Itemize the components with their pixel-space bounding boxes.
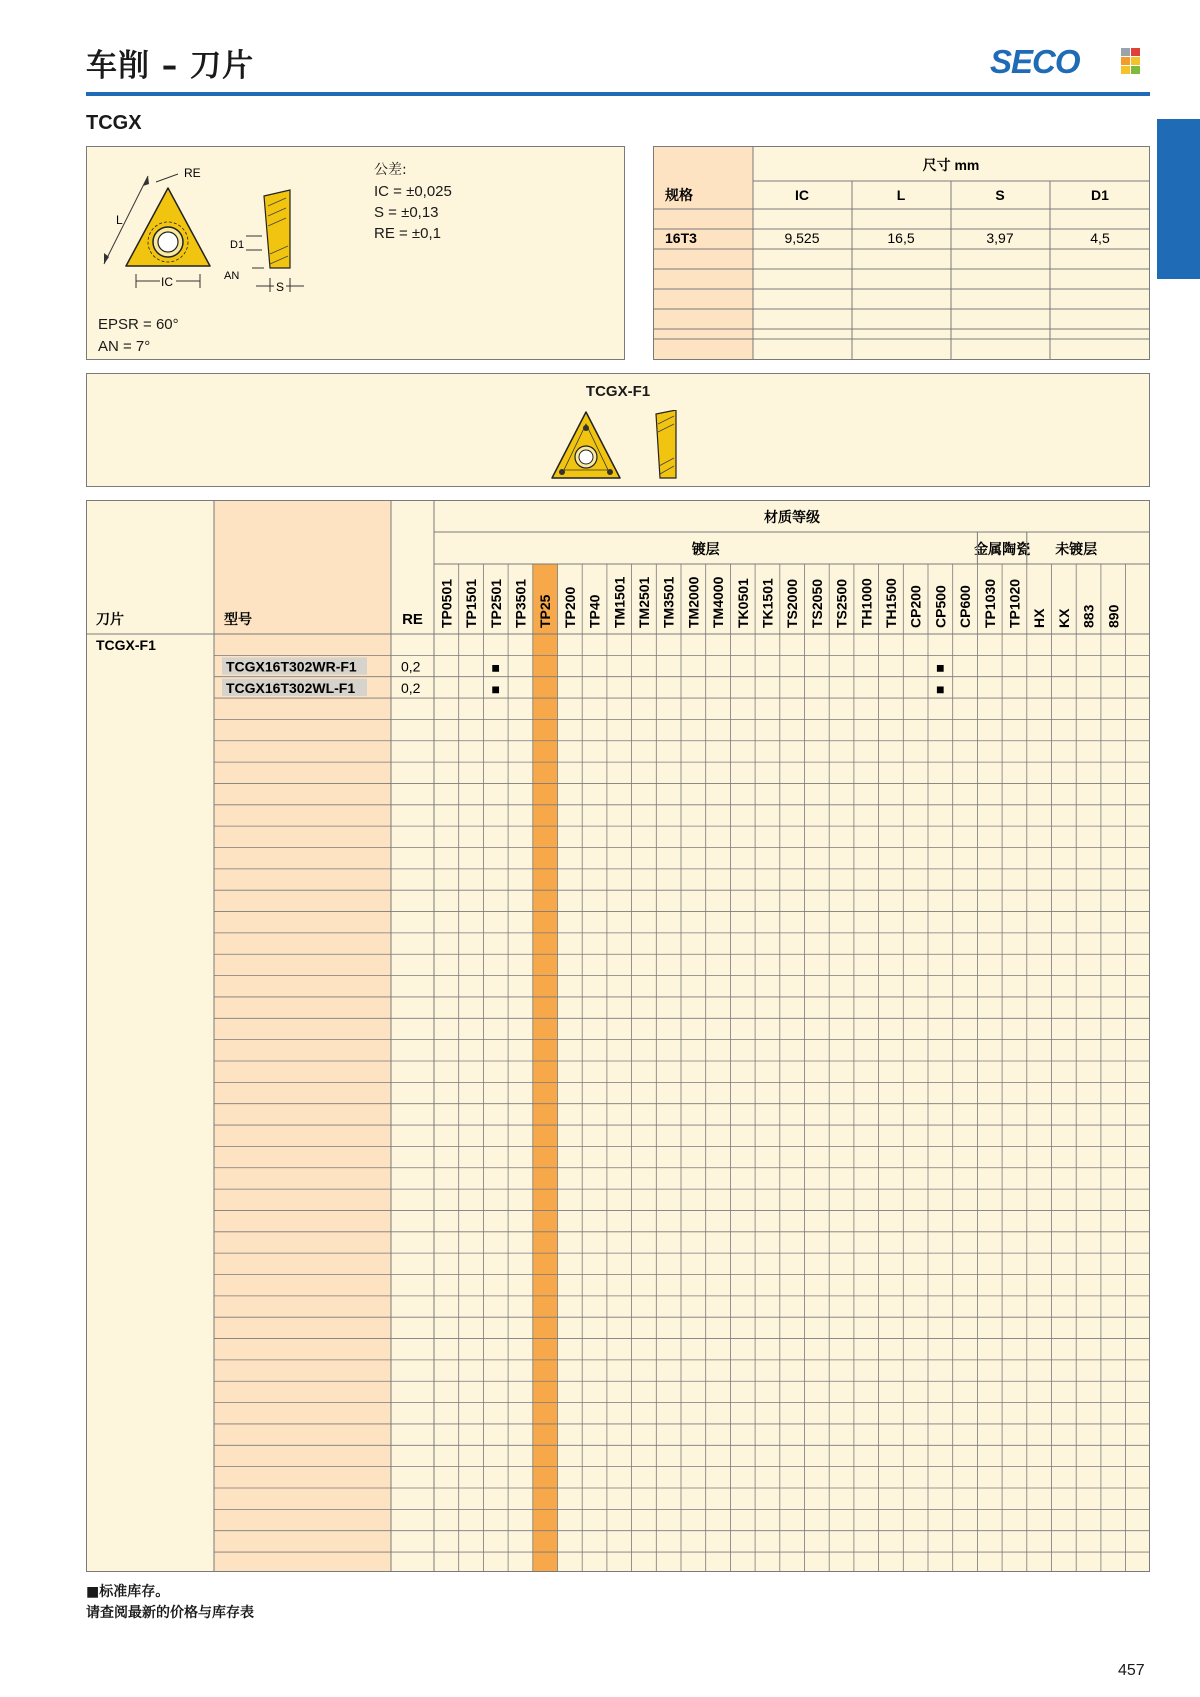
grade-col-890: 890 bbox=[1105, 604, 1122, 628]
geometry-title: TCGX-F1 bbox=[585, 383, 651, 400]
grade-col-TP0501: TP0501 bbox=[438, 578, 455, 628]
stock-mark: ■ bbox=[491, 681, 500, 698]
dim-col-s: S bbox=[995, 187, 1005, 203]
grade-col-TM2501: TM2501 bbox=[635, 576, 652, 628]
stock-mark: ■ bbox=[936, 681, 945, 698]
grade-col-TH1000: TH1000 bbox=[858, 578, 875, 628]
grade-col-KX: KX bbox=[1055, 608, 1072, 628]
dimensions-table bbox=[653, 146, 1150, 360]
label-l: L bbox=[116, 213, 123, 227]
grade-col-TM3501: TM3501 bbox=[660, 576, 677, 628]
grade-col-TP40: TP40 bbox=[586, 594, 603, 628]
col-insert-header: 刀片 bbox=[96, 611, 124, 627]
grade-col-TP25: TP25 bbox=[537, 594, 554, 628]
grade-col-TP1030: TP1030 bbox=[981, 578, 998, 628]
re-1: 0,2 bbox=[401, 680, 421, 697]
dim-val-d1: 4,5 bbox=[1090, 230, 1110, 246]
insert-drawing bbox=[86, 146, 406, 306]
dim-val-l: 16,5 bbox=[887, 230, 915, 246]
grade-col-TM2000: TM2000 bbox=[685, 576, 702, 628]
stock-mark: ■ bbox=[491, 659, 500, 676]
grade-col-CP500: CP500 bbox=[932, 585, 949, 628]
highlight-column-bg bbox=[533, 564, 558, 1571]
tolerance-title: 公差: bbox=[374, 162, 407, 178]
grade-col-TP3501: TP3501 bbox=[512, 578, 529, 628]
grade-col-TK0501: TK0501 bbox=[734, 578, 751, 628]
footer-note: 请查阅最新的价格与库存表 bbox=[86, 1605, 254, 1621]
angle-an: AN = 7° bbox=[98, 338, 151, 355]
col-re-header: RE bbox=[402, 611, 423, 628]
dim-val-ic: 9,525 bbox=[784, 230, 820, 246]
grade-col-TP2501: TP2501 bbox=[487, 578, 504, 628]
grade-col-TM4000: TM4000 bbox=[710, 576, 727, 628]
brand-wordmark: SECO bbox=[990, 44, 1080, 78]
group-label-1: 金属陶瓷 bbox=[974, 541, 1031, 557]
grades-table bbox=[86, 500, 1150, 1572]
group-label-2: 未镀层 bbox=[1055, 541, 1098, 557]
tolerance-ic: IC = ±0,025 bbox=[374, 183, 452, 200]
grade-col-TP1020: TP1020 bbox=[1006, 578, 1023, 628]
label-an: AN bbox=[224, 270, 240, 282]
dim-size-header: 规格 bbox=[665, 187, 693, 203]
tolerance-re: RE = ±0,1 bbox=[374, 225, 442, 242]
label-s: S bbox=[276, 280, 285, 294]
geometry-drawing bbox=[548, 410, 688, 482]
dim-col-l: L bbox=[896, 187, 906, 203]
dim-group-header: 尺寸 mm bbox=[922, 157, 980, 173]
grade-col-883: 883 bbox=[1080, 604, 1097, 628]
label-ic: IC bbox=[161, 275, 173, 289]
grade-col-CP600: CP600 bbox=[957, 585, 974, 628]
grade-col-TH1500: TH1500 bbox=[882, 578, 899, 628]
angle-block bbox=[98, 314, 179, 358]
re-0: 0,2 bbox=[401, 658, 421, 675]
header-rule bbox=[86, 92, 1150, 96]
page-title: 车削 – 刀片 bbox=[86, 48, 255, 84]
grade-col-CP200: CP200 bbox=[907, 585, 924, 628]
col-model-header: 型号 bbox=[224, 611, 252, 627]
grade-col-TK1501: TK1501 bbox=[759, 578, 776, 628]
tolerance-block bbox=[374, 160, 452, 244]
grade-col-TP200: TP200 bbox=[561, 586, 578, 628]
stock-mark: ■ bbox=[936, 659, 945, 676]
group-label-0: 镀层 bbox=[691, 541, 720, 557]
model-1: TCGX16T302WL-F1 bbox=[226, 680, 356, 697]
page-number: 457 bbox=[1118, 1662, 1145, 1679]
dim-col-ic: IC bbox=[795, 187, 809, 203]
grade-col-TS2500: TS2500 bbox=[833, 578, 850, 628]
grade-col-TP1501: TP1501 bbox=[463, 578, 480, 628]
model-0: TCGX16T302WR-F1 bbox=[226, 658, 357, 675]
seco-logo bbox=[990, 44, 1144, 78]
insert-family-title: TCGX bbox=[86, 112, 142, 134]
insert-group-label: TCGX-F1 bbox=[96, 637, 156, 653]
label-d1: D1 bbox=[230, 239, 245, 251]
chapter-tab bbox=[1157, 119, 1200, 279]
grades-top-header: 材质等级 bbox=[764, 509, 820, 525]
footer-legend: ■标准库存。 bbox=[86, 1584, 170, 1600]
dim-col-d1: D1 bbox=[1091, 187, 1109, 203]
angle-epsr: EPSR = 60° bbox=[98, 316, 179, 333]
dim-row-size: 16T3 bbox=[665, 230, 697, 246]
grade-col-HX: HX bbox=[1031, 608, 1048, 628]
label-re: RE bbox=[184, 166, 201, 180]
dim-val-s: 3,97 bbox=[986, 230, 1014, 246]
tolerance-s: S = ±0,13 bbox=[374, 204, 439, 221]
grade-col-TM1501: TM1501 bbox=[611, 576, 628, 628]
grade-col-TS2050: TS2050 bbox=[808, 578, 825, 628]
grade-col-TS2000: TS2000 bbox=[784, 578, 801, 628]
